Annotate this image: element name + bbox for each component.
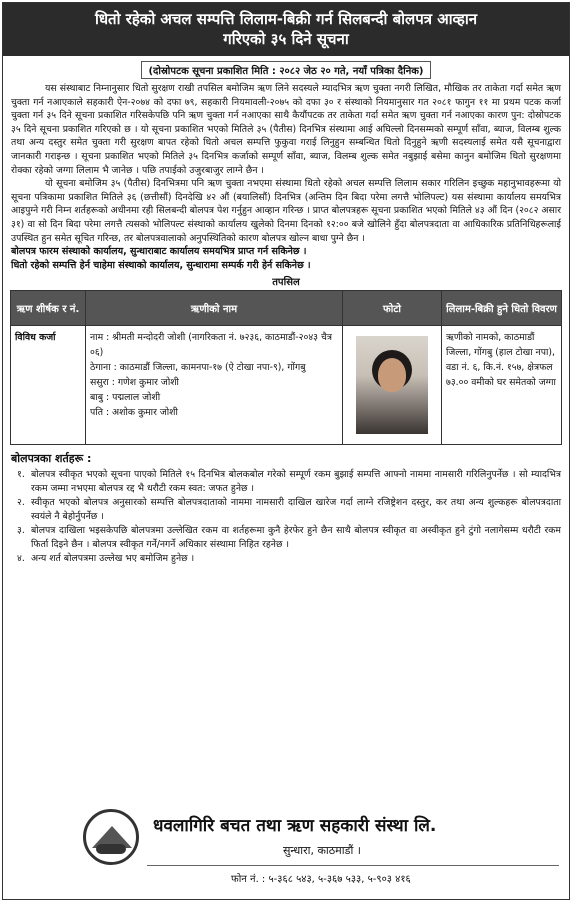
borrower-father: बाबु : पद्मलाल जोशी bbox=[90, 392, 161, 404]
col-loan-type: ऋण शीर्षक र नं. bbox=[11, 291, 86, 326]
footer-divider bbox=[147, 865, 559, 866]
notice-title-line1: धितो रहेको अचल सम्पत्ति लिलाम-बिक्री गर्न सिलबन्दी बोलपत्र आव्हान bbox=[94, 10, 478, 28]
borrower-father-in-law: ससुरा : गणेश कुमार जोशी bbox=[90, 377, 179, 389]
term-number: १. bbox=[17, 469, 25, 481]
paragraph-1: यस संस्थाबाट निम्नानुसार धितो सुरक्षण राखी तपसिल बमोजिम ऋण लिने सदस्यले म्यादभित्र ऋण चुक्ता नगरी लिखित, मौखिक तर ताकेता गर्दा समेत ऋण चुक्ता गर्न नआएकाले सहकारी ऐन-२०७४ को दफा ७९, सहकारी नियमावली-२०७५ को दफा ३० र संस्थाको नियमानुसार गत २०८१ फागुन ११ मा प्रथम पटक कर्जा चुक्ता गर्न ३५ दिने सूचना प्रकाशित गरिसकेपछि पनि ऋण चुक्ता गर्न नआएका साथै कैयौंपटक तर ताकेता गर्दा समेत ऋण चुक्ता गर्न नआएका कारण पुन: दोस्रोपटक ३५ दिने सूचना प्रकाशित गरिएको छ । यो सूचना प्रकाशित भएको मितिले ३५ (पैतीस) दिनभित्र संस्थामा आई अघिल्लो दिनसम्मको सम्पूर्ण साँवा, ब्याज, विलम्ब शुल्क तथा अन्य दस्तुर समेत चुक्ता गरी सुरक्षण बापत रहेको धितो अचल सम्पत्ति फुकुवा गराई लिनुहुन सम्बन्धित धितो दिनुहुने ऋणी सदस्यलाई समेत यसै सूचनाद्वारा जानकारी गराइन्छ । सूचना प्रकाशित भएको मितिले ३५ दिनभित्र कर्जाको सम्पूर्ण साँवा, ब्याज, विलम्ब शुल्क समेत नबुझाई बसेमा कानुन बमोजिम धितो सुरक्षणमा रोक्का रहेको जग्गा लिलाम भै जानेछ । पछि तपाईको उजुरबाजुर लाग्ने छैन । bbox=[11, 83, 561, 176]
bid-form-note: बोलपत्र फारम संस्थाको कार्यालय, सुन्धाराबाट कार्यालय समयभित्र प्राप्त गर्न सकिनेछ । bbox=[11, 246, 307, 258]
col-photo: फोटो bbox=[343, 291, 442, 326]
term-text: बोलपत्र दाखिला भइसकेपछि बोलपत्रमा उल्लेखित रकम वा शर्तहरूमा कुनै हेरफेर हुने छैन साथै बोलपत्र स्वीकृत वा अस्वीकृत हुने टुंगो नलागेसम्म धरौटी रकम फिर्ता दिइने छैन । बोलपत्र स्वीकृत गर्ने/नगर्ने अधिकार संस्थामा निहित रहनेछ । bbox=[31, 525, 561, 551]
org-footer bbox=[3, 809, 569, 895]
term-text: अन्य शर्त बोलपत्रमा उल्लेख भए बमोजिम हुनेछ । bbox=[31, 553, 195, 565]
notice-body bbox=[3, 82, 569, 272]
collateral-cell: ऋणीको नामको, काठमाडौं जिल्ला, गोंगबु (हाल टोखा नपा), वडा नं. ६, कि.नं. १५७, क्षेत्रफल ७३.०० वमीको घर समेतको जग्गा bbox=[442, 326, 562, 445]
term-number: ३. bbox=[17, 525, 25, 537]
publication-info bbox=[3, 61, 569, 79]
borrower-husband: पति : अशोक कुमार जोशी bbox=[90, 407, 178, 419]
schedule-heading: तपसिल bbox=[272, 277, 300, 289]
term-text: स्वीकृत भएको बोलपत्र अनुसारको सम्पत्ति बोलपत्रदाताको नाममा नामसारी दाखिल खारेज गर्दा लाग्ने रजिष्ट्रेशन दस्तुर, कर तथा अन्य शुल्कहरू बोलपत्रदाता स्वयंले नै बेहोर्नुपर्नेछ । bbox=[31, 497, 561, 523]
notice-header bbox=[3, 3, 569, 56]
terms-list bbox=[3, 468, 569, 566]
terms-title: बोलपत्रका शर्तहरू : bbox=[11, 452, 92, 466]
publication-date-box: (दोस्रोपटक सूचना प्रकाशित मिति : २०८२ जेठ २० गते, नयाँ पत्रिका दैनिक) bbox=[141, 61, 430, 79]
org-logo-icon bbox=[83, 809, 139, 865]
loan-type-cell: विविध कर्जा bbox=[11, 326, 86, 445]
notice-title-line2: गरिएको ३५ दिने सूचना bbox=[223, 30, 349, 48]
property-view-note: धितो रहेको सम्पत्ति हेर्न चाहेमा संस्थाको कार्यालय, सुन्धारामा सम्पर्क गरी हेर्न सकिनेछ । bbox=[11, 259, 311, 271]
org-name: धवलागिरि बचत तथा ऋण सहकारी संस्था लि. bbox=[153, 816, 437, 836]
col-collateral: लिलाम-बिक्री हुने धितो विवरण bbox=[442, 291, 562, 326]
borrower-name: नाम : श्रीमती मन्दोदरी जोशी (नागरिकता नं. ७२३६, काठमाडौं-२०४३ चैत्र ०६) bbox=[90, 332, 332, 359]
table-header-row bbox=[11, 291, 562, 326]
list-item bbox=[17, 552, 561, 566]
term-text: बोलपत्र स्वीकृत भएको सूचना पाएको मितिले १५ दिनभित्र बोलकबोल गरेको सम्पूर्ण रकम बुझाई सम्पत्ति आफ्नो नाममा नामसारी गरिलिनुपर्नेछ । सो म्यादभित्र रकम जम्मा नभएमा बोलपत्र रद्द भै धरौटी रकम स्वत: जफत हुनेछ । bbox=[31, 469, 561, 495]
borrower-table bbox=[10, 290, 562, 445]
borrower-address: ठेगाना : काठमाडौं जिल्ला, कामनपा-१७ (ऐ टोखा नपा-९), गोंगबु bbox=[90, 362, 306, 374]
borrower-photo bbox=[356, 336, 428, 434]
term-number: ४. bbox=[17, 553, 25, 565]
photo-cell bbox=[343, 326, 442, 445]
list-item bbox=[17, 524, 561, 552]
table-row bbox=[11, 326, 562, 445]
borrower-details-cell bbox=[86, 326, 343, 445]
list-item bbox=[17, 496, 561, 524]
col-borrower-name: ऋणीको नाम bbox=[86, 291, 343, 326]
org-phone: फोन नं. : ५-३६८ ५४३, ५-३६७ ५३३, ५-९०३ ४१६ bbox=[231, 874, 411, 885]
org-address: सुन्धारा, काठमाडौं । bbox=[283, 844, 361, 857]
list-item bbox=[17, 468, 561, 496]
paragraph-2: यो सूचना बमोजिम ३५ (पैतीस) दिनभित्रमा पनि ऋण चुक्ता नभएमा संस्थामा धितो रहेको अचल सम्पत्ति लिलाम सकार गरिलिन इच्छुक महानुभावहरूमा यो सूचना पत्रिकामा प्रकाशित मितिले ३६ (छत्तीसौं) दिनदेखि ४२ औं (बयालिसौं) दिनभित्र (अन्तिम दिन बिदा परेमा लगत्तै भोलिपल्ट) यस संस्थामा कार्यालय समयभित्र आइपुग्ने गरी निम्न शर्तहरूको अधीनमा रही सिलबन्दी बोलपत्र पेश गर्नुहुन आव्हान गरिन्छ । प्राप्त बोलपत्रहरू सूचना प्रकाशित भएको मितिले ४३ औं दिन (२०८२ असार ३१) वा सो दिन बिदा परेमा लगत्तै त्यसको भोलिपल्ट संस्थाको कार्यालय खुलेको दिनमा दिनको १२:०० बजे खोलिने हुँदा बोलपत्रदाता वा आधिकारिक प्रतिनिधिहरूलाई उपस्थित हुन समेत सूचित गरिन्छ, तर बोलपत्रवालाको अनुपस्थितिको कारण बोलपत्र खोल्न बाधा पुग्ने छैन । bbox=[11, 178, 561, 244]
notice-page bbox=[2, 2, 570, 900]
term-number: २. bbox=[17, 497, 25, 509]
